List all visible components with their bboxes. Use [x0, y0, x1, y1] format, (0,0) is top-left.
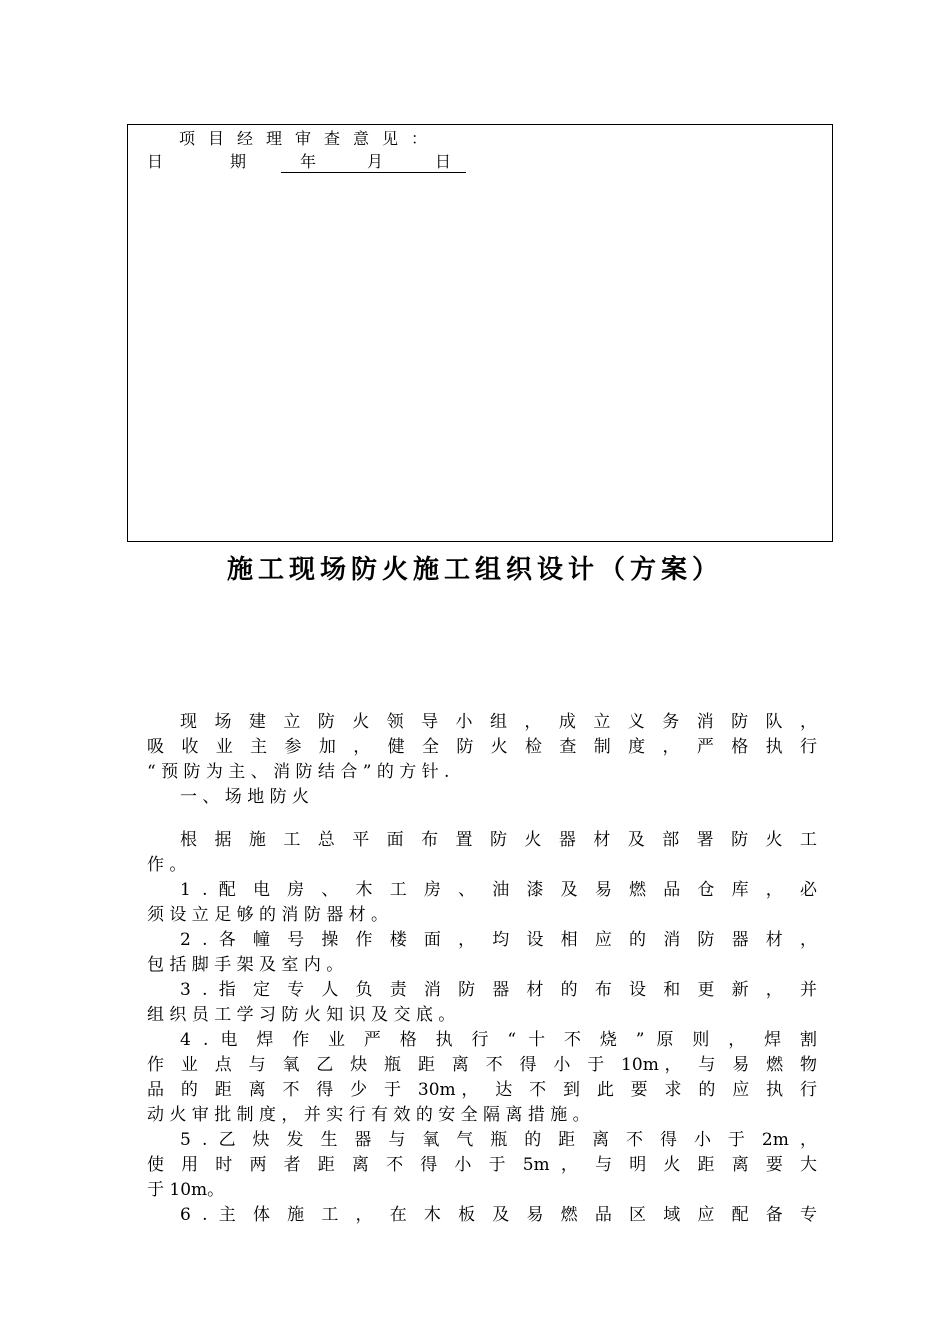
text-line: 作 。 — [147, 855, 187, 875]
text-line: 组 织 员 工 学 习 防 火 知 识 及 交 底 。 — [147, 1005, 456, 1025]
review-opinion-label: 项目经理审查意见： — [179, 129, 441, 148]
text-line: 3 . 指 定 专 人 负 责 消 防 器 材 的 布 设 和 更 新 ， 并 — [180, 980, 817, 1000]
text-line: 1 . 配 电 房 、 木 工 房 、 油 漆 及 易 燃 品 仓 库 ， 必 — [180, 880, 817, 900]
manager-review-box — [127, 124, 833, 542]
text-line: “ 预 防 为 主 、 消 防 结 合 ” 的 方 针 . — [147, 762, 450, 782]
text-line: 现 场 建 立 防 火 领 导 小 组 ， 成 立 义 务 消 防 队 ， — [180, 712, 817, 732]
text-line: 品 的 距 离 不 得 少 于 30m， 达 不 到 此 要 求 的 应 执 行 — [147, 1080, 817, 1100]
text-line: 包 括 脚 手 架 及 室 内 。 — [147, 955, 344, 975]
date-label-first: 日 — [147, 152, 164, 171]
text-line: 2 . 各 幢 号 操 作 楼 面 ， 均 设 相 应 的 消 防 器 材 ， — [180, 930, 817, 950]
text-line: 4 . 电 焊 作 业 严 格 执 行 “ 十 不 烧 ” 原 则 ， 焊 割 — [180, 1030, 817, 1050]
text-line: 5 . 乙 炔 发 生 器 与 氧 气 瓶 的 距 离 不 得 小 于 2m ， — [180, 1130, 817, 1150]
text-line: 于 10m。 — [147, 1180, 225, 1200]
section-heading: 一 、 场 地 防 火 — [180, 787, 310, 807]
text-line: 使 用 时 两 者 距 离 不 得 小 于 5m ， 与 明 火 距 离 要 大 — [147, 1155, 817, 1175]
date-label-second: 期 — [230, 152, 247, 171]
text-line: 6 . 主 体 施 工 ， 在 木 板 及 易 燃 品 区 域 应 配 备 专 — [180, 1205, 817, 1225]
document-title: 施工现场防火施工组织设计（方案） — [226, 555, 723, 585]
text-line: 作 业 点 与 氧 乙 炔 瓶 距 离 不 得 小 于 10m， 与 易 燃 物 — [147, 1055, 817, 1075]
date-day-label: 日 — [435, 152, 452, 171]
text-line: 须 设 立 足 够 的 消 防 器 材 。 — [147, 905, 389, 925]
date-month-label: 月 — [367, 152, 384, 171]
date-year-label: 年 — [300, 152, 317, 171]
text-line: 动 火 审 批 制 度 ， 并 实 行 有 效 的 安 全 隔 离 措 施 。 — [147, 1105, 590, 1125]
text-line: 根 据 施 工 总 平 面 布 置 防 火 器 材 及 部 署 防 火 工 — [180, 830, 817, 850]
text-line: 吸 收 业 主 参 加 ， 健 全 防 火 检 查 制 度 ， 严 格 执 行 — [147, 737, 817, 757]
